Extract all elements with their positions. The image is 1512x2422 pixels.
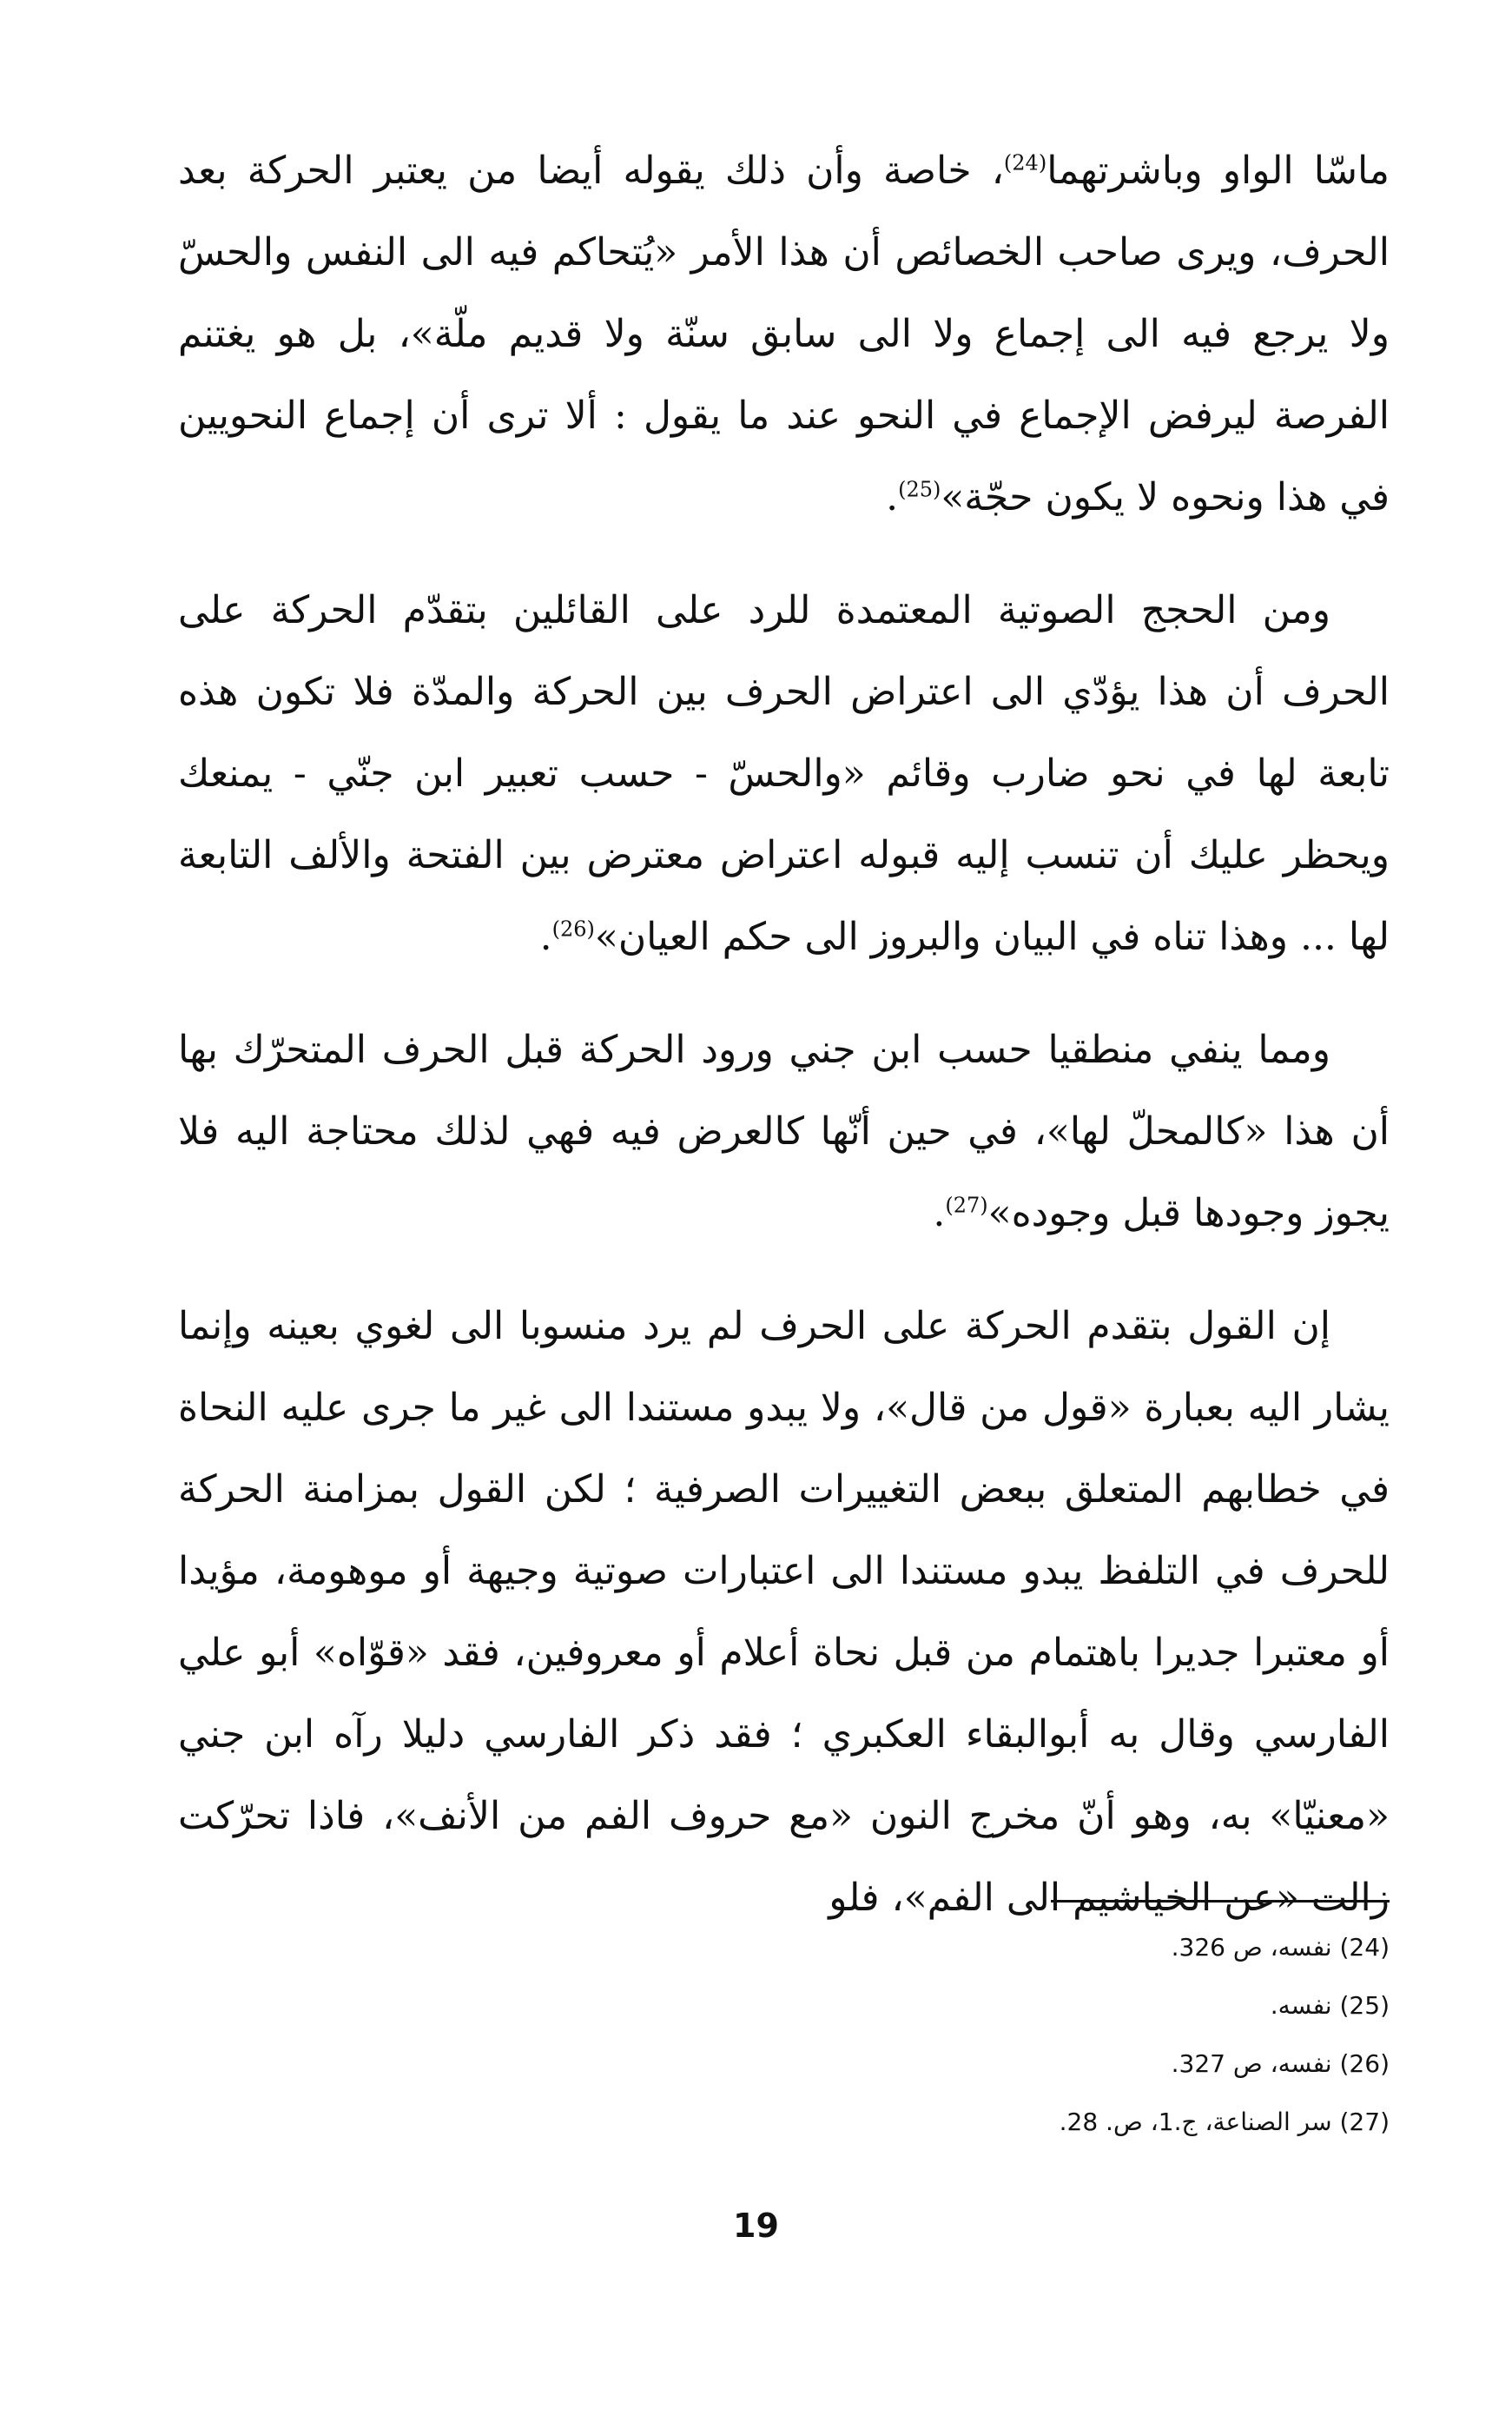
footnote-25: (25) نفسه. — [1270, 1991, 1390, 2020]
paragraph-4 — [178, 1286, 1390, 1939]
main-text — [178, 130, 1390, 1939]
paragraph-2-text-a: ومن الحجج الصوتية المعتمدة للرد على القائلين بتقدّم الحركة على الحرف أن هذا يؤدّي الى اعتراض الحرف بين الحركة والمدّة فلا تكون هذه تابعة لها في نحو ضارب وقائم «والحسّ - حسب تعبير ابن جنّي - يمنعك ويحظر عليك أن تنسب إليه قبوله اعتراض معترض بين الفتحة والألف التابعة لها ... وهذا تناه في البيان والبروز الى حكم العيان» — [178, 588, 1390, 959]
footnote-ref-27: (27) — [945, 1193, 988, 1218]
footnote-26: (26) نفسه، ص 327. — [1171, 2049, 1390, 2078]
footnote-ref-24: (24) — [1003, 150, 1047, 175]
footnote-separator — [1051, 1900, 1390, 1903]
paragraph-1-text-a: ماسّا الواو وباشرتهما — [1047, 149, 1390, 193]
footnote-27: (27) سر الصناعة، ج.1، ص. 28. — [1059, 2108, 1390, 2136]
paragraph-3-text-b: . — [933, 1191, 946, 1235]
page-number: 19 — [733, 2207, 779, 2245]
paragraph-2 — [178, 570, 1390, 978]
footnote-24: (24) نفسه، ص 326. — [1171, 1933, 1390, 1962]
paragraph-1-text-b: ، خاصة وأن ذلك يقوله أيضا من يعتبر الحركة بعد الحرف، ويرى صاحب الخصائص أن هذا الأمر «يُتحاكم فيه الى النفس والحسّ ولا يرجع فيه الى إجماع ولا الى سابق سنّة ولا قديم ملّة»، بل هو يغتنم الفرصة ليرفض الإجماع في النحو عند ما يقول : ألا ترى أن إجماع النحويين في هذا ونحوه لا يكون حجّة» — [178, 149, 1390, 519]
paragraph-3 — [178, 1009, 1390, 1254]
footnote-ref-25: (25) — [898, 477, 941, 502]
footnote-ref-26: (26) — [551, 917, 595, 942]
paragraph-1-text-c: . — [886, 475, 899, 519]
paragraph-3-text-a: ومما ينفي منطقيا حسب ابن جني ورود الحركة قبل الحرف المتحرّك بها أن هذا «كالمحلّ لها»، في حين أنّها كالعرض فيه فهي لذلك محتاجة اليه فلا يجوز وجودها قبل وجوده» — [178, 1028, 1390, 1235]
paragraph-2-text-b: . — [539, 915, 552, 959]
footnotes — [868, 1918, 1390, 2151]
paragraph-4-text: إن القول بتقدم الحركة على الحرف لم يرد منسوبا الى لغوي بعينه وإنما يشار اليه بعبارة «قول من قال»، ولا يبدو مستندا الى غير ما جرى عليه النحاة في خطابهم المتعلق ببعض التغييرات الصرفية ؛ لكن القول بمزامنة الحركة للحرف في التلفظ يبدو مستندا الى اعتبارات صوتية وجيهة أو موهومة، مؤيدا أو معتبرا جديرا باهتمام من قبل نحاة أعلام أو معروفين، فقد «قوّاه» أبو علي الفارسي وقال به أبوالبقاء العكبري ؛ فقد ذكر الفارسي دليلا رآه ابن جني «معنيّا» به، وهو أنّ مخرج النون «مع حروف الفم من الأنف»، فاذا تحرّكت زالت «عن الخياشيم الى الفم»، فلو — [178, 1304, 1390, 1920]
paragraph-1 — [178, 130, 1390, 539]
